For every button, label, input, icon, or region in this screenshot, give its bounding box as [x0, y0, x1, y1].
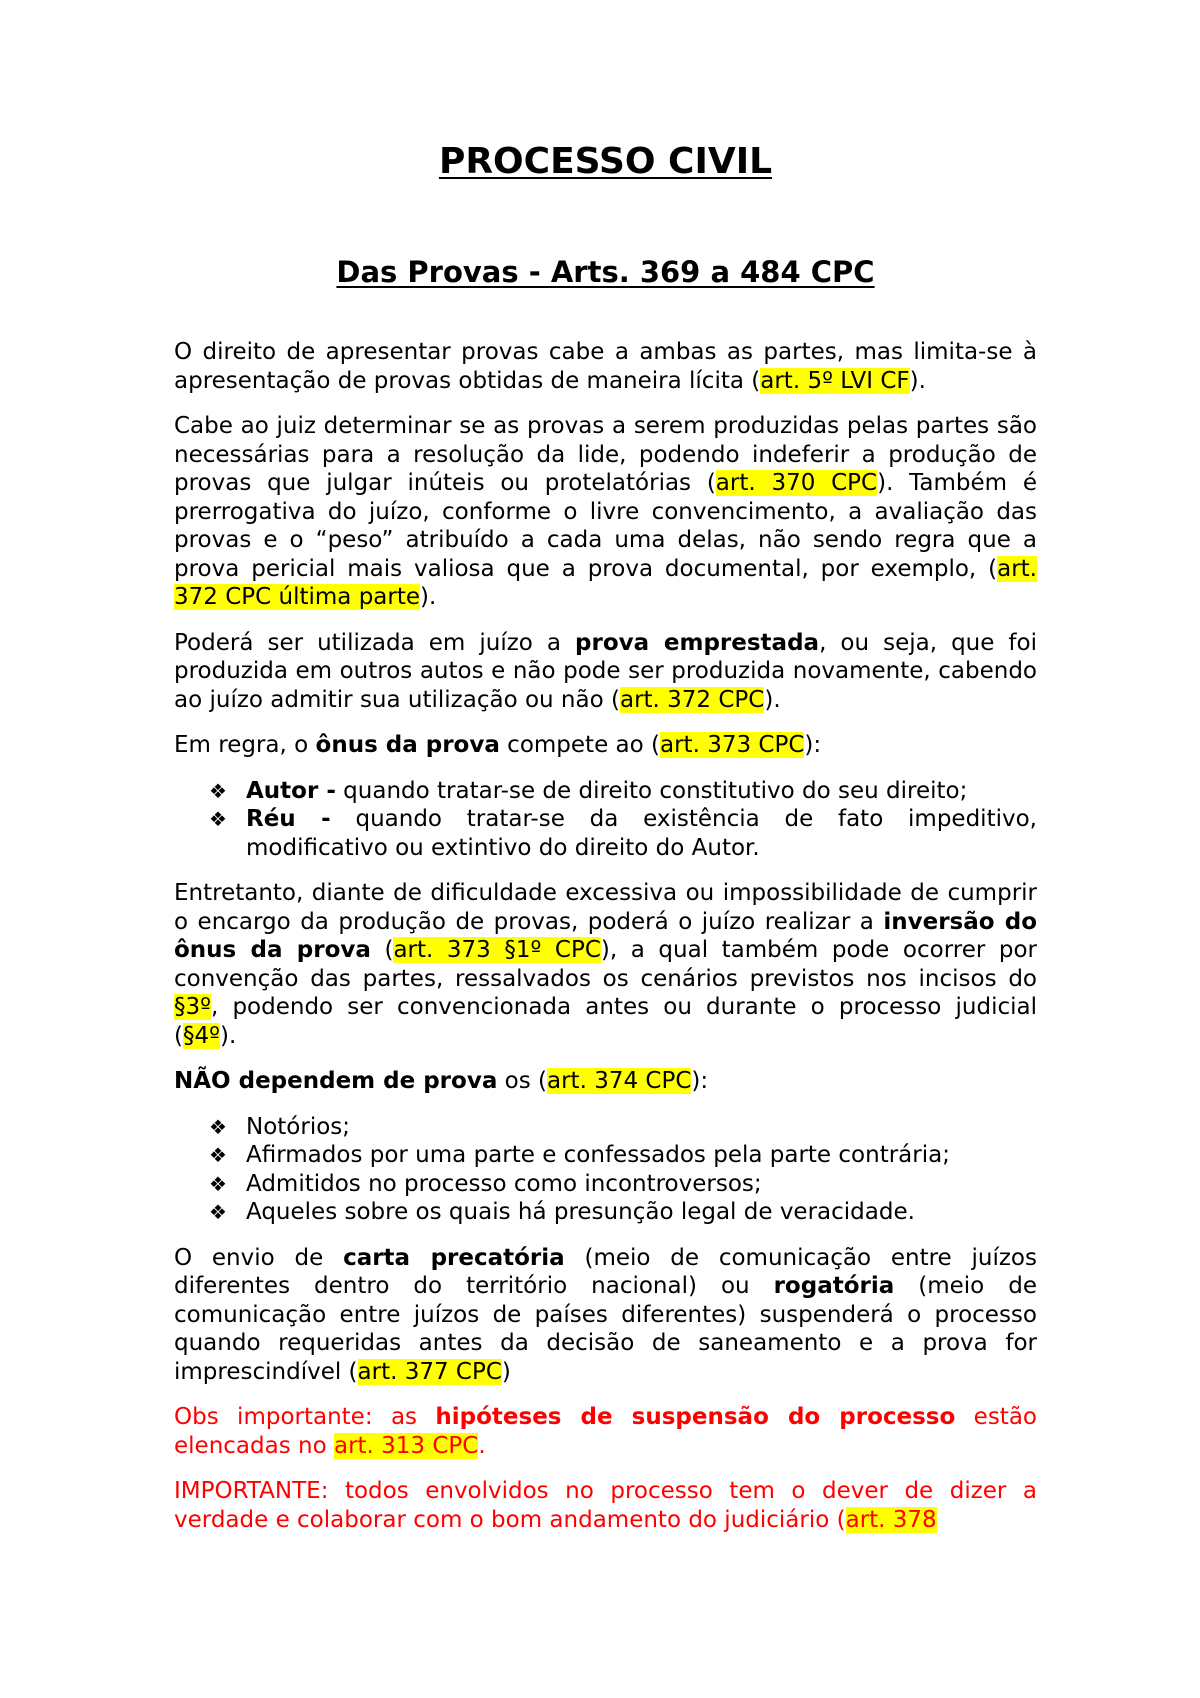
text: (meio de comunicação entre juízos diferentes dentro do território nacional) ou — [174, 1244, 1037, 1299]
bold-term: Réu - — [246, 806, 331, 832]
article-reference: art. 372 CPC — [619, 686, 765, 713]
bold-term: carta precatória — [343, 1244, 565, 1271]
list-item — [209, 1198, 1037, 1227]
text: Poderá ser utilizada em juízo a — [174, 629, 576, 656]
list-item — [209, 1170, 1037, 1199]
bold-term: inversão do ônus da prova — [174, 908, 1037, 963]
text: ). — [420, 584, 437, 610]
text: quando tratar-se da existência de fato impeditivo, modificativo ou extintivo do direito do Autor. — [246, 806, 1037, 861]
text: Em regra, o — [174, 732, 316, 758]
list-item — [209, 805, 1037, 862]
text: Entretanto, diante de dificuldade excessiva ou impossibilidade de cumprir o encargo da produção de provas, poderá o juízo realizar a — [174, 880, 1037, 935]
no-proof-list — [174, 1113, 1037, 1227]
paragraph-no-proof-needed — [174, 1067, 1037, 1096]
article-reference: art. 373 CPC — [660, 732, 805, 758]
text: O direito de apresentar provas cabe a ambas as partes, mas limita-se à apresentação de provas obtidas de maneira lícita ( — [174, 339, 1037, 394]
text: ), a qual também pode ocorrer por convenção das partes, ressalvados os cenários previstos nos incisos do — [174, 937, 1038, 992]
text: (meio de comunicação entre juízos de países diferentes) suspenderá o processo quando requeridas antes da decisão de saneamento e a prova for imprescindível ( — [174, 1273, 1037, 1385]
text: O envio de — [174, 1244, 344, 1271]
diamond-bullet-icon: ❖ — [209, 778, 227, 803]
bold-term: Autor - — [246, 777, 336, 804]
paragraph-important-note — [174, 1403, 1037, 1460]
article-reference: art. 5º LVI CF — [760, 367, 910, 394]
article-reference: §4º — [182, 1022, 220, 1049]
article-reference: art. 373 §1º CPC — [393, 937, 601, 963]
text: Obs importante: as — [174, 1404, 436, 1430]
paragraph-burden-of-proof — [174, 731, 1037, 760]
paragraph-borrowed-evidence — [174, 629, 1037, 715]
paragraph-duty-of-truth — [174, 1477, 1037, 1534]
article-reference: art. 313 CPC — [333, 1432, 479, 1459]
diamond-bullet-icon: ❖ — [209, 1171, 227, 1196]
paragraph-letters-rogatory — [174, 1244, 1037, 1387]
text: Notórios; — [246, 1113, 351, 1140]
list-item — [209, 1141, 1037, 1170]
bold-term: rogatória — [773, 1273, 895, 1299]
text: IMPORTANTE: todos envolvidos no processo tem o dever de dizer a verdade e colaborar com o bom andamento do judiciário ( — [174, 1478, 1037, 1533]
article-reference: §3º — [174, 994, 211, 1020]
text: Admitidos no processo como incontroversos; — [246, 1170, 762, 1197]
article-reference: art. 370 CPC — [715, 470, 878, 496]
document-body — [174, 140, 1037, 1551]
text: , ou seja, que foi produzida em outros autos e não pode ser produzida novamente, cabendo ao juízo admitir sua utilização ou não ( — [174, 629, 1037, 713]
section-heading: Das Provas - Arts. 369 a 484 CPC — [336, 255, 875, 289]
text: estão elencadas no — [174, 1404, 1037, 1459]
text: Afirmados por uma parte e confessados pela parte contrária; — [246, 1142, 950, 1168]
bold-term: prova emprestada — [575, 629, 820, 656]
text: ). — [764, 686, 781, 713]
text: ) — [501, 1358, 511, 1385]
diamond-bullet-icon: ❖ — [209, 1143, 227, 1167]
text: ): — [691, 1068, 709, 1094]
article-reference: art. 377 CPC — [357, 1358, 502, 1385]
paragraph-inversion-burden — [174, 879, 1037, 1050]
text: . — [478, 1432, 486, 1459]
bold-term: hipóteses de suspensão do processo — [435, 1404, 956, 1430]
article-reference: art. 374 CPC — [547, 1068, 692, 1094]
text: ). — [219, 1022, 237, 1049]
text: ( — [370, 937, 394, 963]
paragraph-lawful-evidence — [174, 338, 1037, 395]
text: , podendo ser convencionada antes ou durante o processo judicial ( — [174, 994, 1037, 1049]
text: ). Também é prerrogativa do juízo, conforme o livre convencimento, a avaliação das provas e o “peso” atribuído a cada uma delas, não sendo regra que a prova pericial mais valiosa que a prova documental, por exemplo, ( — [174, 470, 1038, 582]
diamond-bullet-icon: ❖ — [209, 1200, 227, 1224]
article-reference: art. 378 — [845, 1506, 937, 1533]
list-item — [209, 777, 1037, 806]
text: ): — [804, 732, 822, 758]
bold-term: NÃO dependem de prova — [174, 1068, 498, 1094]
diamond-bullet-icon: ❖ — [209, 807, 227, 831]
text: os ( — [497, 1068, 547, 1094]
article-reference: art. 372 CPC última parte — [174, 555, 1037, 610]
text: Cabe ao juiz determinar se as provas a serem produzidas pelas partes são necessárias para a resolução da lide, podendo indeferir a produção de provas que julgar inúteis ou protelatórias ( — [174, 413, 1037, 496]
burden-list — [174, 777, 1037, 863]
list-item — [209, 1113, 1037, 1142]
text: quando tratar-se de direito constitutivo do seu direito; — [335, 777, 968, 804]
text: ). — [909, 367, 926, 394]
text: compete ao ( — [499, 732, 660, 758]
document-title: PROCESSO CIVIL — [438, 141, 773, 182]
text: Aqueles sobre os quais há presunção legal de veracidade. — [246, 1199, 915, 1225]
diamond-bullet-icon: ❖ — [209, 1114, 227, 1139]
paragraph-judge-discretion — [174, 412, 1037, 612]
bold-term: ônus da prova — [315, 732, 500, 758]
